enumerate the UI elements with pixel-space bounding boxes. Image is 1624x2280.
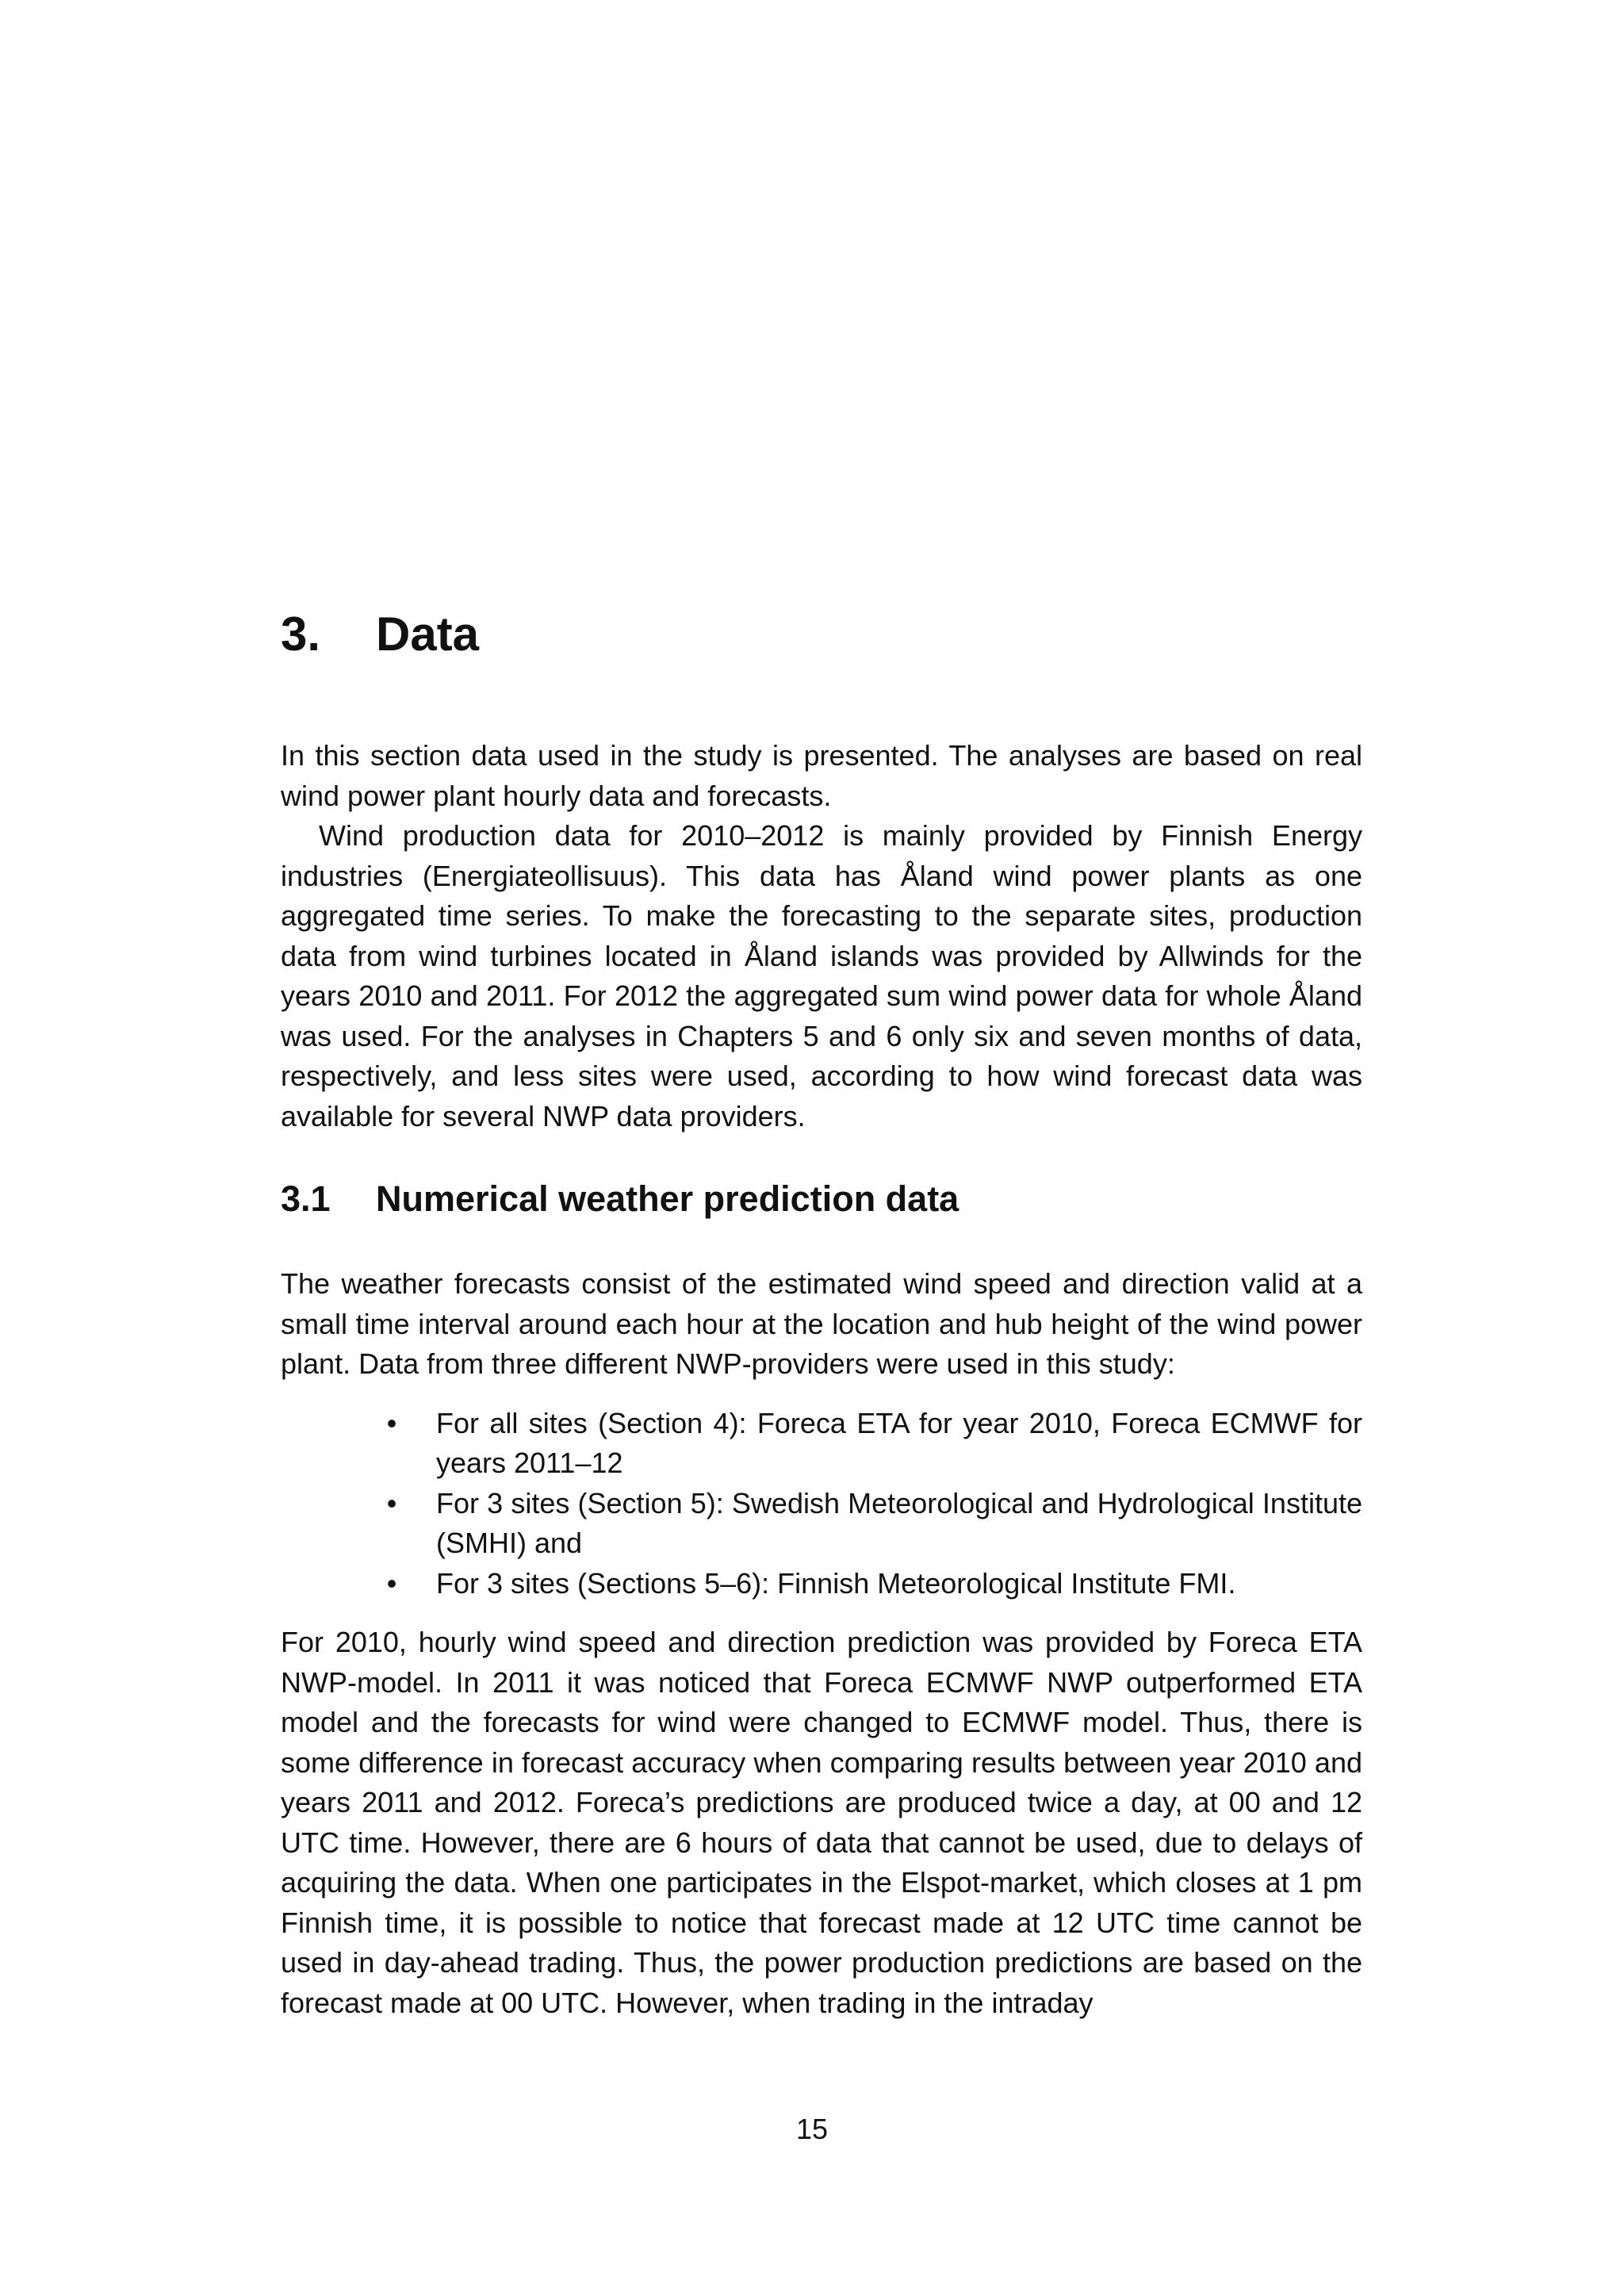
intro-paragraph: Wind production data for 2010–2012 is mainly provided by Finnish Energy industries (Energiateollisuus). This data has Åland wind power plants as one aggregated time series. To make the forecasting to the separate sites, production data from wind turbines located in Åland islands was provided by Allwinds for the years 2010 and 2011. For 2012 the aggregated sum wind power data for whole Åland was used. For the analyses in Chapters 5 and 6 only six and seven months of data, respectively, and less sites were used, according to how wind forecast data was available for several NWP data providers. — [281, 819, 1362, 1132]
page-content — [281, 607, 1362, 2023]
provider-list — [281, 1404, 1362, 1604]
section-closing-paragraph: For 2010, hourly wind speed and direction prediction was provided by Foreca ETA NWP-model. In 2011 it was noticed that Foreca ECMWF NWP outperformed ETA model and the forecasts for wind were changed to ECMWF model. Thus, there is some difference in forecast accuracy when comparing results between year 2010 and years 2011 and 2012. Foreca’s predictions are produced twice a day, at 00 and 12 UTC time. However, there are 6 hours of data that cannot be used, due to delays of acquiring the data. When one participates in the Elspot-market, which closes at 1 pm Finnish time, it is possible to notice that forecast made at 12 UTC time cannot be used in day-ahead trading. Thus, the power production predictions are based on the forecast made at 00 UTC. However, when trading in the intraday — [281, 1626, 1362, 2019]
list-item-text: For 3 sites (Section 5): Swedish Meteorological and Hydrological Institute (SMHI) and — [436, 1486, 1362, 1559]
page-number: 15 — [795, 2113, 829, 2145]
list-item — [386, 1404, 1362, 1484]
chapter-number: 3. — [281, 607, 321, 661]
chapter-heading — [281, 607, 1362, 661]
section-title: Numerical weather prediction data — [376, 1178, 959, 1219]
bullet-icon: • — [386, 1406, 397, 1439]
bullet-icon: • — [386, 1566, 397, 1600]
section-heading — [281, 1178, 1362, 1219]
list-item — [386, 1564, 1362, 1604]
intro-paragraph: In this section data used in the study is presented. The analyses are based on real wind power plant hourly data and forecasts. — [281, 739, 1362, 812]
list-item-text: For 3 sites (Sections 5–6): Finnish Meteorological Institute FMI. — [436, 1566, 1236, 1600]
section-number: 3.1 — [281, 1178, 331, 1219]
list-item — [386, 1484, 1362, 1564]
section-lead-paragraph: The weather forecasts consist of the estimated wind speed and direction valid at a small time interval around each hour at the location and hub height of the wind power plant. Data from three different NWP-providers were used in this study: — [281, 1267, 1362, 1380]
chapter-title: Data — [376, 607, 480, 661]
bullet-icon: • — [386, 1486, 397, 1519]
list-item-text: For all sites (Section 4): Foreca ETA for year 2010, Foreca ECMWF for years 2011–12 — [436, 1406, 1362, 1479]
